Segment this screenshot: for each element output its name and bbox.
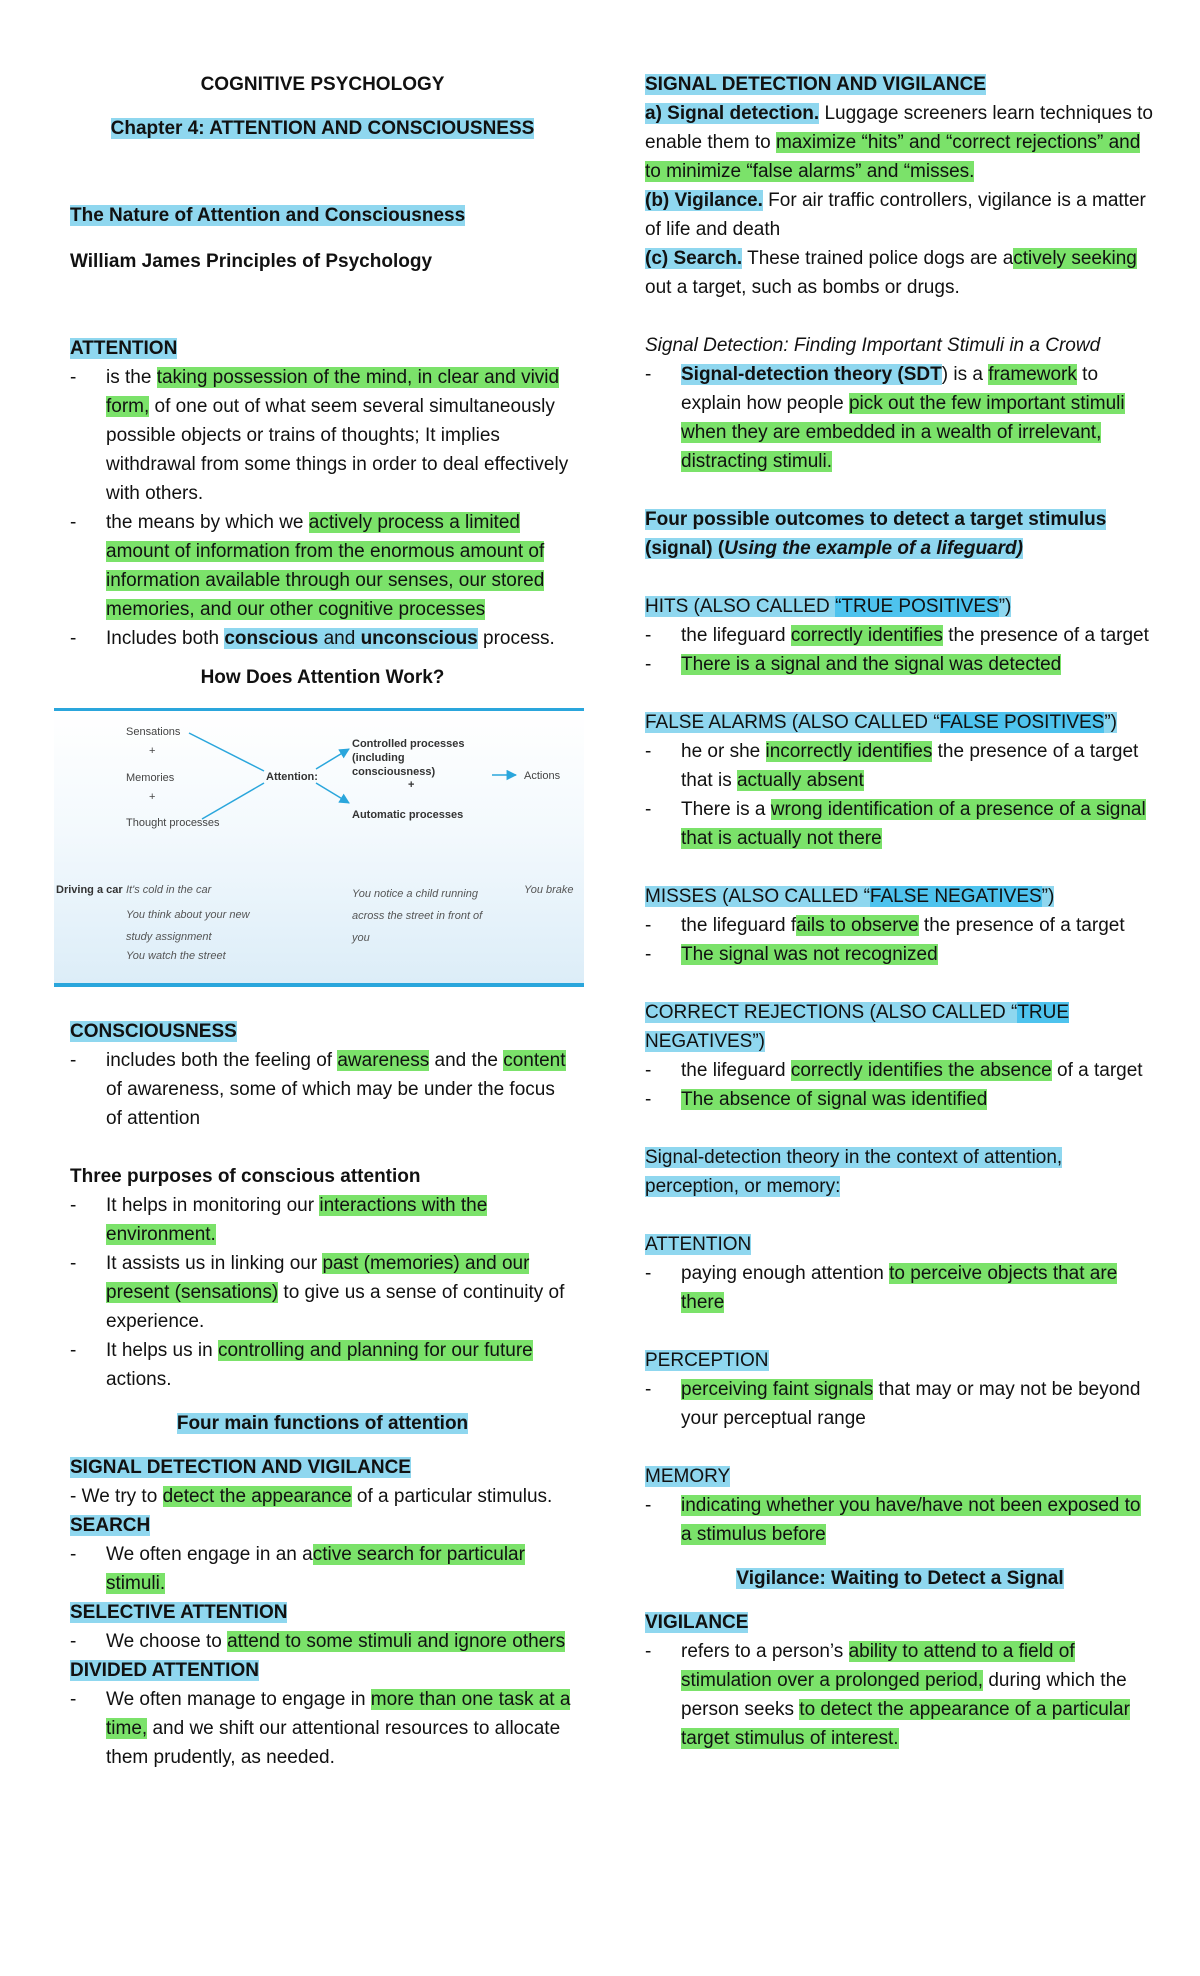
sdv-heading-left: SIGNAL DETECTION AND VIGILANCE	[70, 1457, 411, 1478]
four-heading: Four main functions of attention	[176, 1413, 469, 1434]
diagram-attention: Attention:	[266, 771, 318, 783]
attention-bullet-1: - is the taking possession of the mind, in clear and vivid form, of one out of what seem several simultaneously possible objects or trains of thoughts; It implies withdrawal from some things in order to deal effectively with others.	[70, 363, 575, 508]
diagram-controlled: Controlled processes (including consciousness)	[352, 738, 465, 778]
search-bullet-1: - We often engage in an active search for particular stimuli.	[70, 1540, 575, 1598]
attention-diagram	[54, 708, 584, 987]
sdt-bullet-1: - Signal-detection theory (SDT) is a framework to explain how people pick out the few important stimuli when they are embedded in a wealth of irrelevant, distracting stimuli.	[645, 360, 1155, 476]
three-heading: Three purposes of conscious attention	[70, 1166, 421, 1187]
misses-bullet-1: - the lifeguard fails to observe the presence of a target	[645, 911, 1155, 940]
three-bullet-1: - It helps in monitoring our interactions with the environment.	[70, 1191, 575, 1249]
consciousness-heading: CONSCIOUSNESS	[70, 1021, 237, 1042]
diagram-memories: Memories	[126, 772, 175, 784]
memory-bullet-1: - indicating whether you have/have not been exposed to a stimulus before	[645, 1491, 1155, 1549]
selective-heading: SELECTIVE ATTENTION	[70, 1602, 288, 1623]
course-title: COGNITIVE PSYCHOLOGY	[200, 74, 445, 95]
vigilance-bullet-1: - refers to a person’s ability to attend to a field of stimulation over a prolonged period, during which the person seeks to detect the appearance of a particular target stimulus of interest.	[645, 1637, 1155, 1753]
search-heading: SEARCH	[70, 1515, 151, 1536]
sdv-heading-right: SIGNAL DETECTION AND VIGILANCE	[645, 74, 986, 95]
hits-bullet-1: - the lifeguard correctly identifies the presence of a target	[645, 621, 1155, 650]
diagram-automatic: Automatic processes	[352, 809, 464, 821]
signal-detection-line: a) Signal detection. Luggage screeners learn techniques to enable them to maximize “hits” and “correct rejections” and to minimize “false alarms” and “misses.	[645, 103, 1153, 182]
diagram-example-4: You notice a child running across the street in front of you	[352, 888, 483, 944]
diagram-plus-3: +	[408, 779, 415, 791]
james-line: William James Principles of Psychology	[70, 251, 433, 272]
consciousness-bullet-1: - includes both the feeling of awareness and the content of awareness, some of which may be under the focus of attention	[70, 1046, 575, 1133]
diagram-plus-1: +	[149, 745, 156, 757]
search-line: (c) Search. These trained police dogs are actively seeking out a target, such as bombs or drugs.	[645, 248, 1137, 298]
three-bullet-2: - It assists us in linking our past (memories) and our present (sensations) to give us a sense of continuity of experience.	[70, 1249, 575, 1336]
misses-heading: MISSES (ALSO CALLED “FALSE NEGATIVES”)	[645, 886, 1055, 907]
diagram-driving: Driving a car	[56, 884, 123, 896]
attention-heading: ATTENTION	[70, 338, 178, 359]
hits-heading: HITS (ALSO CALLED “TRUE POSITIVES”)	[645, 596, 1012, 617]
perception-heading: PERCEPTION	[645, 1350, 769, 1371]
sdv-line: - We try to detect the appearance of a particular stimulus.	[70, 1486, 553, 1507]
false-alarms-bullet-2: - There is a wrong identification of a presence of a signal that is actually not there	[645, 795, 1155, 853]
correct-rejections-bullet-1: - the lifeguard correctly identifies the absence of a target	[645, 1056, 1155, 1085]
arrow-controlled	[316, 749, 349, 769]
diagram-example-1: It's cold in the car	[126, 884, 212, 896]
diagram-example-3: You watch the street	[126, 950, 226, 962]
attention-sdt-bullet-1: - paying enough attention to perceive objects that are there	[645, 1259, 1155, 1317]
perception-bullet-1: - perceiving faint signals that may or may not be beyond your perceptual range	[645, 1375, 1155, 1433]
arrow-thought	[202, 783, 264, 819]
selective-bullet-1: - We choose to attend to some stimuli and ignore others	[70, 1627, 575, 1656]
diagram-thought: Thought processes	[126, 817, 220, 829]
vigilance-heading: VIGILANCE	[645, 1612, 749, 1633]
nature-heading: The Nature of Attention and Consciousness	[70, 205, 466, 226]
sd-italic-heading: Signal Detection: Finding Important Stimuli in a Crowd	[645, 335, 1101, 356]
misses-bullet-2: - The signal was not recognized	[645, 940, 1155, 969]
false-alarms-heading: FALSE ALARMS (ALSO CALLED “FALSE POSITIVES”)	[645, 712, 1118, 733]
false-alarms-bullet-1: - he or she incorrectly identifies the presence of a target that is actually absent	[645, 737, 1155, 795]
correct-rejections-bullet-2: - The absence of signal was identified	[645, 1085, 1155, 1114]
memory-heading: MEMORY	[645, 1466, 731, 1487]
how-heading: How Does Attention Work?	[200, 667, 445, 688]
vigilance-title: Vigilance: Waiting to Detect a Signal	[736, 1568, 1064, 1589]
right-column	[645, 70, 1155, 1753]
divided-heading: DIVIDED ATTENTION	[70, 1660, 259, 1681]
three-bullet-3: - It helps us in controlling and planning for our future actions.	[70, 1336, 575, 1394]
vigilance-line: (b) Vigilance. For air traffic controllers, vigilance is a matter of life and death	[645, 190, 1146, 240]
divided-bullet-1: - We often manage to engage in more than one task at a time, and we shift our attentional resources to allocate them prudently, as needed.	[70, 1685, 575, 1772]
correct-rejections-heading: CORRECT REJECTIONS (ALSO CALLED “TRUE NEGATIVES”)	[645, 1002, 1070, 1052]
attention-bullet-3: - Includes both conscious and unconscious process.	[70, 624, 575, 653]
arrow-sensations	[189, 733, 264, 771]
hits-bullet-2: - There is a signal and the signal was detected	[645, 650, 1155, 679]
attention-bullet-2: - the means by which we actively process a limited amount of information from the enormous amount of information available through our senses, our stored memories, and our other cognitive processes	[70, 508, 575, 624]
chapter-title: Chapter 4: ATTENTION AND CONSCIOUSNESS	[110, 118, 535, 139]
diagram-actions: Actions	[524, 770, 561, 782]
diagram-plus-2: +	[149, 791, 156, 803]
arrow-automatic	[316, 783, 349, 803]
diagram-example-2: You think about your new study assignment	[126, 909, 250, 943]
diagram-sensations: Sensations	[126, 726, 181, 738]
diagram-example-5: You brake	[524, 884, 574, 896]
left-column	[56, 70, 575, 1772]
context-line: Signal-detection theory in the context of attention, perception, or memory:	[645, 1147, 1063, 1197]
attention-sdt-heading: ATTENTION	[645, 1234, 752, 1255]
four-outcomes: Four possible outcomes to detect a target stimulus (signal) (Using the example of a lifeguard)	[645, 509, 1107, 559]
